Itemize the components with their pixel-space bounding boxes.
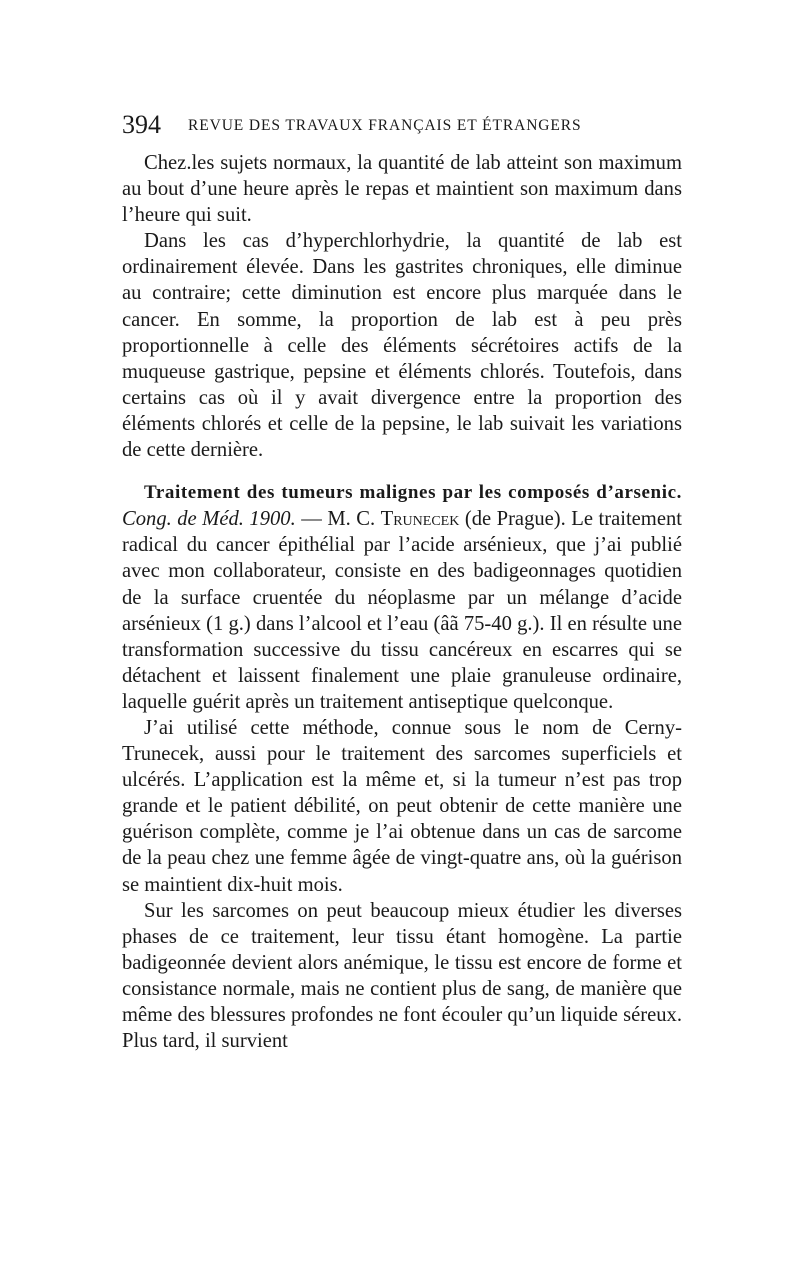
paragraph-1: Chez.les sujets normaux, la quantité de lab atteint son maximum au bout d’une heure après le repas et maintient son maximum dans l’heure qui suit. — [122, 152, 682, 227]
article-title: Traitement des tumeurs malignes par les composés d’arsenic. — [144, 482, 682, 504]
paragraph-5: Sur les sarcomes on peut beaucoup mieux étudier les diverses phases de ce traitement, leur tissu étant homogène. La partie badigeonnée devient alors anémique, le tissu est encore de forme et consistance normale, mais ne contient plus de sang, de manière que même des blessures profondes ne font écouler qu’un liquide séreux. Plus tard, il survient — [122, 899, 682, 1053]
page-number: 394 — [122, 110, 161, 139]
article-author-location: (de Prague). — [459, 508, 566, 531]
running-head: REVUE DES TRAVAUX FRANÇAIS ET ÉTRANGERS — [188, 117, 582, 134]
article-venue: Cong. de Méd. 1900. — [122, 508, 296, 531]
article-body: Le traitement radical du cancer épithélial par l’acide arsénieux, que j’ai publié avec mon collaborateur, consiste en des badigeonnages quotidien de la surface cruentée du néoplasme par un mélange d’acide arsénieux (1 g.) dans l’alcool et l’eau (âã 75-40 g.). Il en résulte une transformation successive du tissu cancéreux en escarres qui se détachent et laissent finalement une plaie granuleuse ordinaire, laquelle guérit après un traitement antiseptique quelconque. — [122, 508, 682, 713]
article-dash: — M. C. — [295, 508, 381, 531]
page-header — [122, 108, 682, 142]
paragraph-3 — [122, 479, 682, 715]
paragraph-4: J’ai utilisé cette méthode, connue sous le nom de Cerny-Trunecek, aussi pour le traitement des sarcomes superficiels et ulcérés. L’application est la même et, si la tumeur n’est pas trop grande et le patient débilité, on peut obtenir de cette manière une guérison complète, comme je l’ai obtenue dans un cas de sarcome de la peau chez une femme âgée de vingt-quatre ans, où la guérison se maintient dix-huit mois. — [122, 716, 682, 896]
body-text — [122, 150, 682, 1054]
paragraph-2: Dans les cas d’hyperchlorhydrie, la quantité de lab est ordinairement élevée. Dans les gastrites chroniques, elle diminue au contraire; cette diminution est encore plus marquée dans le cancer. En somme, la proportion de lab est à peu près proportionnelle à celle des éléments sécrétoires actifs de la muqueuse gastrique, pepsine et éléments chlorés. Toutefois, dans certains cas où il y avait divergence entre la proportion des éléments chlorés et celle de la pepsine, le lab suivait les variations de cette dernière. — [122, 230, 682, 462]
article-author: Trunecek — [380, 508, 460, 531]
